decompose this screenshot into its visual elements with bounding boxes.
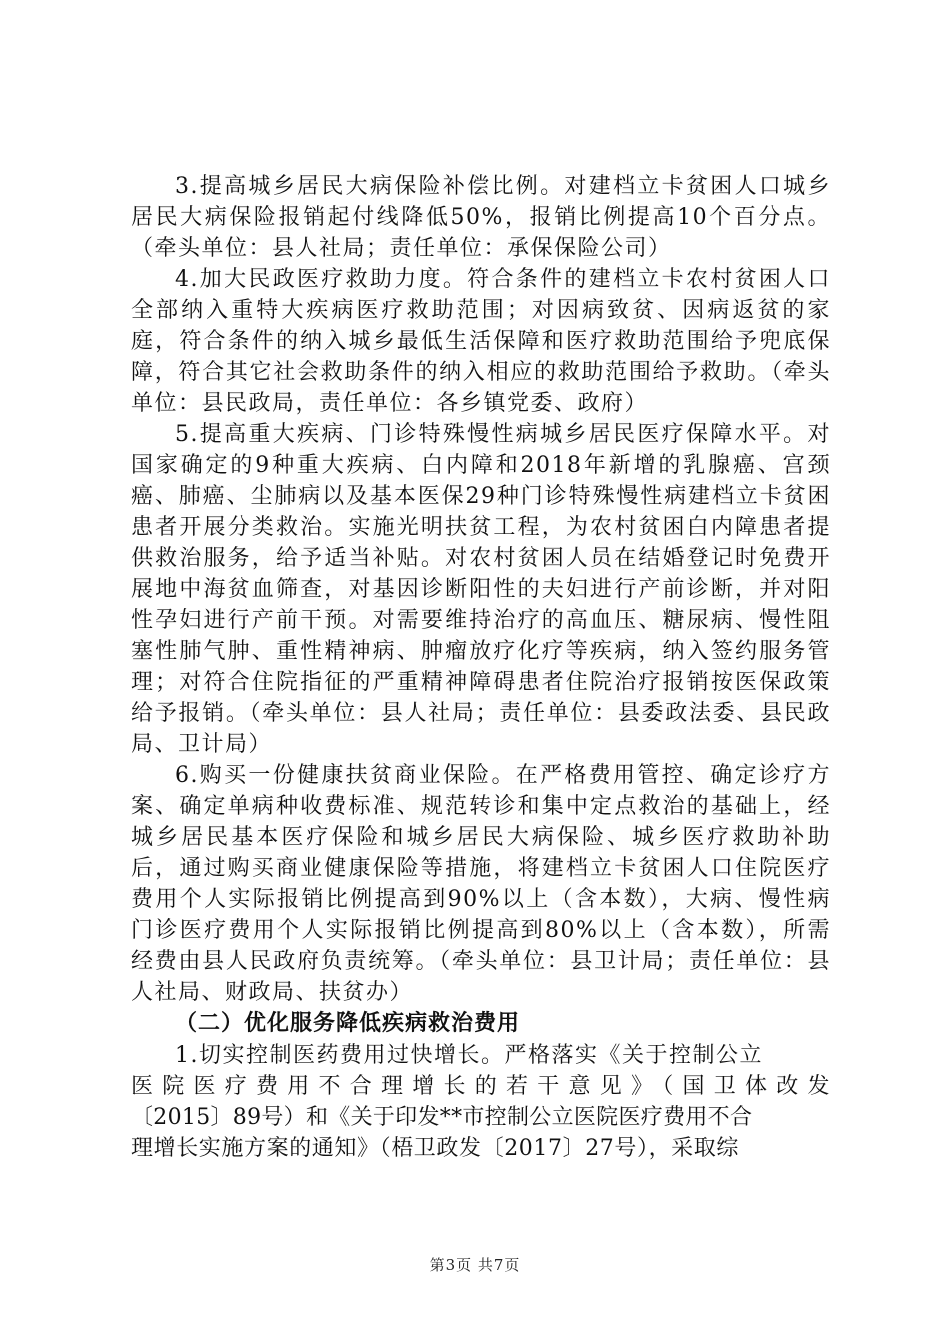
section-heading: （二）优化服务降低疾病救治费用	[175, 1011, 521, 1036]
paragraph-item-3: 3.提高城乡居民大病保险补偿比例。对建档立卡贫困人口城乡居民大病保险报销起付线降低50%，报销比例提高10个百分点。（牵头单位：县人社局；责任单位：承保保险公司）	[131, 174, 831, 261]
document-body	[131, 171, 831, 1164]
page-footer: 第3页 共7页	[429, 1256, 521, 1274]
paragraph-item-6: 6.购买一份健康扶贫商业保险。在严格费用管控、确定诊疗方案、确定单病种收费标准、规范转诊和集中定点救治的基础上，经城乡居民基本医疗保险和城乡居民大病保险、城乡医疗救助补助后，通过购买商业健康保险等措施，将建档立卡贫困人口住院医疗费用个人实际报销比例提高到90%以上（含本数），大病、慢性病门诊医疗费用个人实际报销比例提高到80%以上（含本数），所需经费由县人民政府负责统筹。（牵头单位：县卫计局；责任单位：县人社局、财政局、扶贫办）	[131, 763, 831, 1005]
paragraph-item-4: 4.加大民政医疗救助力度。符合条件的建档立卡农村贫困人口全部纳入重特大疾病医疗救助范围；对因病致贫、因病返贫的家庭，符合条件的纳入城乡最低生活保障和医疗救助范围给予兜底保障，符合其它社会救助条件的纳入相应的救助范围给予救助。（牵头单位：县民政局，责任单位：各乡镇党委、政府）	[131, 267, 831, 416]
paragraph-line: 1.切实控制医药费用过快增长。严格落实《关于控制公立	[175, 1043, 763, 1068]
paragraph-line: 〔2015〕89号）和《关于印发**市控制公立医院医疗费用不合	[131, 1105, 753, 1130]
paragraph-line: 理增长实施方案的通知》（梧卫政发〔2017〕27号），采取综	[131, 1136, 739, 1161]
paragraph-item-1	[131, 1040, 831, 1164]
paragraph-item-5: 5.提高重大疾病、门诊特殊慢性病城乡居民医疗保障水平。对国家确定的9种重大疾病、白内障和2018年新增的乳腺癌、宫颈癌、肺癌、尘肺病以及基本医保29种门诊特殊慢性病建档立卡贫困患者开展分类救治。实施光明扶贫工程，为农村贫困白内障患者提供救治服务，给予适当补贴。对农村贫困人员在结婚登记时免费开展地中海贫血筛查，对基因诊断阳性的夫妇进行产前诊断，并对阳性孕妇进行产前干预。对需要维持治疗的高血压、糖尿病、慢性阻塞性肺气肿、重性精神病、肿瘤放疗化疗等疾病，纳入签约服务管理；对符合住院指征的严重精神障碍患者住院治疗报销按医保政策给予报销。（牵头单位：县人社局；责任单位：县委政法委、县民政局、卫计局）	[131, 422, 831, 757]
paragraph-line: 医院医疗费用不合理增长的若干意见》（国卫体改发	[131, 1074, 831, 1099]
